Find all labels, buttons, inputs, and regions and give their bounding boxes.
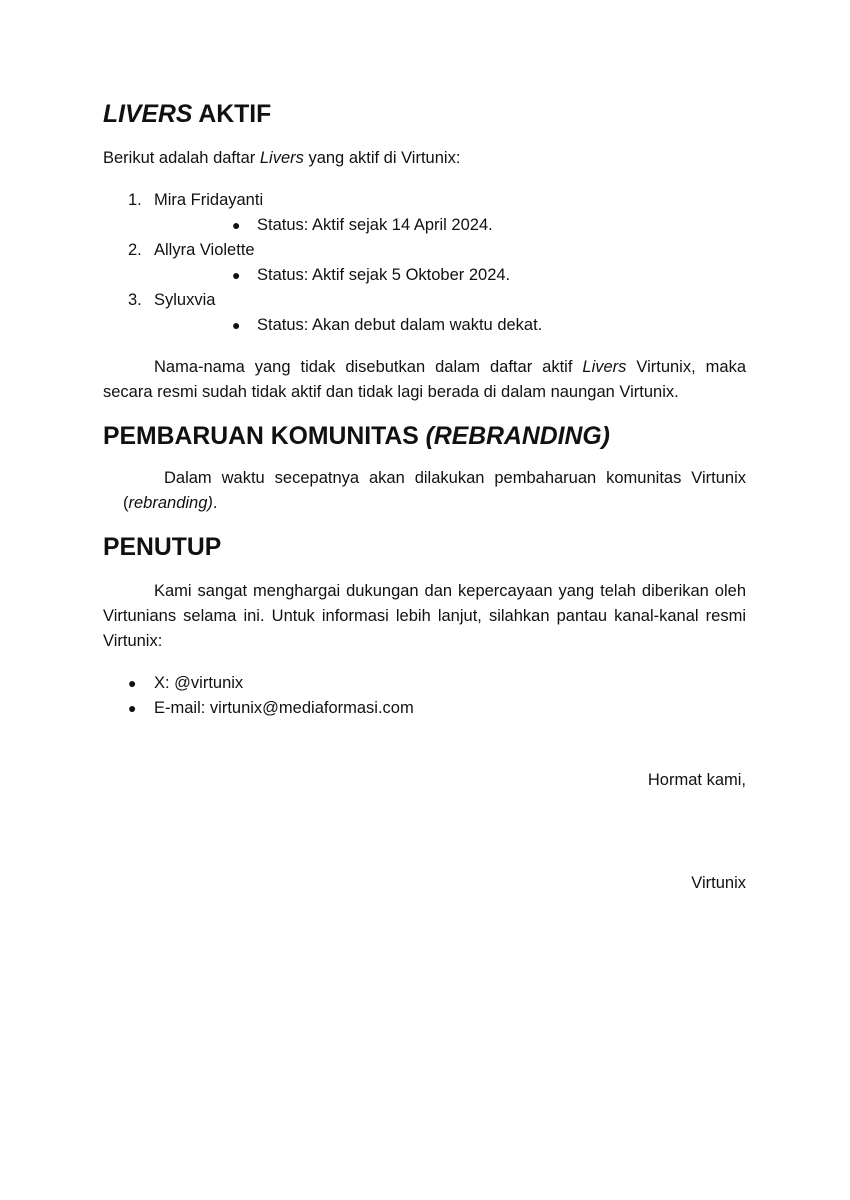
- livers-list: [103, 188, 746, 338]
- liver-status: [154, 263, 746, 288]
- bullet-icon: ●: [232, 267, 241, 283]
- liver-status: [154, 313, 746, 338]
- list-item-liver-1: [103, 188, 746, 238]
- community-text-after: .: [212, 494, 218, 512]
- channels-list: [103, 671, 746, 721]
- livers-note-italic: Livers: [582, 358, 627, 376]
- community-text: [123, 466, 746, 516]
- bullet-icon: ●: [232, 317, 241, 333]
- livers-intro-italic: Livers: [259, 149, 304, 167]
- livers-intro: [103, 146, 746, 171]
- signature: Virtunix: [691, 874, 746, 892]
- community-text-italic: rebranding): [128, 494, 213, 512]
- closing-text: Kami sangat menghargai dukungan dan kepercayaan yang telah diberikan oleh Virtunians selama ini. Untuk informasi lebih lanjut, silahkan pantau kanal-kanal resmi Virtunix:: [103, 582, 746, 650]
- list-number: 2.: [128, 241, 142, 259]
- list-item-channel-email: [103, 696, 746, 721]
- liver-status-text: Status: Aktif sejak 14 April 2024.: [257, 216, 493, 234]
- livers-note-before: Nama-nama yang tidak disebutkan dalam daftar aktif: [154, 358, 583, 376]
- livers-intro-after: yang aktif di Virtunix:: [303, 149, 461, 167]
- closing-heading: PENUTUP: [103, 534, 222, 561]
- liver-status-text: Status: Aktif sejak 5 Oktober 2024.: [257, 266, 511, 284]
- bullet-icon: ●: [232, 217, 241, 233]
- liver-name: Allyra Violette: [154, 241, 255, 259]
- bullet-icon: ●: [128, 700, 137, 716]
- livers-heading-rest: AKTIF: [192, 101, 272, 128]
- community-heading-italic: (REBRANDING): [425, 423, 610, 450]
- livers-heading: [103, 102, 746, 127]
- community-text-before: Dalam waktu secepatnya akan dilakukan pembaharuan komunitas Virtunix (: [123, 469, 746, 512]
- list-number: 3.: [128, 291, 142, 309]
- channel-email-text: E-mail: virtunix@mediaformasi.com: [154, 699, 414, 717]
- liver-status-text: Status: Akan debut dalam waktu dekat.: [257, 316, 543, 334]
- livers-intro-before: Berikut adalah daftar: [103, 149, 260, 167]
- channel-x-text: X: @virtunix: [154, 674, 244, 692]
- livers-note-after: Virtunix, maka secara resmi sudah tidak aktif dan tidak lagi berada di dalam naungan Virtunix.: [103, 358, 746, 401]
- liver-status-list: [154, 213, 746, 238]
- community-heading-plain: PEMBARUAN KOMUNITAS: [103, 423, 426, 450]
- document-body: [103, 102, 746, 721]
- liver-status-list: [154, 263, 746, 288]
- liver-name: Syluxvia: [154, 291, 216, 309]
- list-number: 1.: [128, 191, 142, 209]
- livers-note: [103, 355, 746, 405]
- community-heading: [103, 424, 746, 449]
- bullet-icon: ●: [128, 675, 137, 691]
- liver-status: [154, 213, 746, 238]
- list-item-channel-x: [103, 671, 746, 696]
- list-item-liver-2: [103, 238, 746, 288]
- livers-heading-italic: LIVERS: [103, 101, 193, 128]
- list-item-liver-3: [103, 288, 746, 338]
- liver-name: Mira Fridayanti: [154, 191, 264, 209]
- closing-greeting: Hormat kami,: [647, 771, 746, 789]
- liver-status-list: [154, 313, 746, 338]
